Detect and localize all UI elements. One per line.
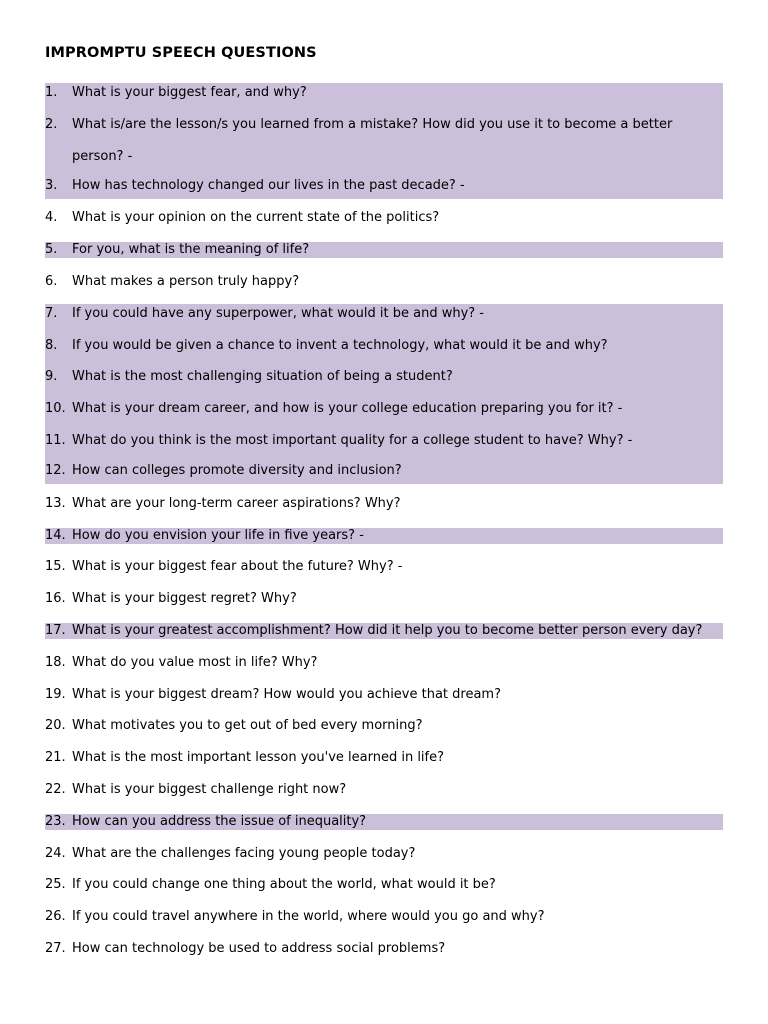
item-number: 1. [45,85,58,100]
item-number: 9. [45,369,58,385]
item-number: 16. [45,591,66,607]
list-item [45,901,723,933]
item-number: 14. [45,527,66,543]
item-number: 27. [45,940,66,956]
item-number: 23. [45,813,66,829]
list-item [45,298,723,330]
item-number: 21. [45,750,66,766]
list-item [45,488,723,520]
item-number: 19. [45,686,66,702]
item-text: How can technology be used to address social problems? [72,940,446,956]
list-item [45,425,723,457]
list-item [45,234,723,266]
list-item [45,838,723,870]
item-number: 10. [45,401,66,417]
item-number: 24. [45,845,66,861]
item-number: 7. [45,305,58,321]
item-number: 5. [45,242,58,258]
list-item [45,457,723,484]
item-number: 26. [45,909,66,925]
item-text: What motivates you to get out of bed every morning? [72,718,423,734]
item-text: If you could change one thing about the world, what would it be? [72,877,496,893]
list-item [45,647,723,679]
item-number: 25. [45,877,66,893]
item-text: What is/are the lesson/s you learned from a mistake? How did you use it to become a better person? - [72,116,673,164]
item-text: What are your long-term career aspirations? Why? [72,495,401,511]
item-text: What is your biggest regret? Why? [72,591,297,607]
item-text: What are the challenges facing young people today? [72,845,416,861]
item-text: What is your biggest dream? How would you achieve that dream? [72,686,501,702]
item-number: 4. [45,210,58,226]
item-number: 18. [45,654,66,670]
list-item [45,361,723,393]
list-item [45,393,723,425]
item-text: What makes a person truly happy? [72,273,300,289]
item-number: 17. [45,622,66,638]
list-item [45,172,723,199]
item-text: How can colleges promote diversity and inclusion? [72,462,402,478]
item-number: 8. [45,337,58,353]
item-number: 2. [45,116,58,132]
item-text: How do you envision your life in five years? - [72,527,364,543]
list-item [45,679,723,711]
list-item [45,774,723,806]
document-title: IMPROMPTU SPEECH QUESTIONS [45,45,317,61]
item-number: 22. [45,781,66,797]
list-item [45,742,723,774]
item-text: What is your biggest challenge right now? [72,781,347,797]
item-text: What is your biggest fear about the future? Why? - [72,559,403,575]
item-text: What is your biggest fear, and why? [72,85,307,100]
list-item [45,330,723,362]
item-number: 3. [45,178,58,194]
item-text: What is your greatest accomplishment? How did it help you to become better person every day? [72,622,703,638]
list-item [45,933,723,965]
list-item [45,520,723,552]
item-text: What is your opinion on the current state of the politics? [72,210,440,226]
item-text: What is the most important lesson you've learned in life? [72,750,445,766]
item-text: If you could have any superpower, what would it be and why? - [72,305,485,321]
list-item [45,710,723,742]
item-text: What is your dream career, and how is your college education preparing you for it? - [72,401,623,417]
item-number: 15. [45,559,66,575]
item-text: What do you think is the most important quality for a college student to have? Why? - [72,432,633,448]
item-number: 12. [45,462,66,478]
item-number: 11. [45,432,66,448]
item-text: How has technology changed our lives in the past decade? - [72,178,465,194]
item-text: How can you address the issue of inequality? [72,813,367,829]
list-item [45,615,723,647]
item-number: 13. [45,495,66,511]
item-number: 6. [45,273,58,289]
list-item [45,77,723,109]
list-item [45,806,723,838]
list-item [45,551,723,583]
item-text: If you could travel anywhere in the world, where would you go and why? [72,909,545,925]
questions-list [45,77,723,965]
item-text: If you would be given a chance to invent a technology, what would it be and why? [72,337,608,353]
list-item [45,869,723,901]
item-number: 20. [45,718,66,734]
list-item [45,583,723,615]
list-item [45,266,723,298]
item-text: What do you value most in life? Why? [72,654,318,670]
list-item [45,109,723,173]
item-text: What is the most challenging situation of being a student? [72,369,453,385]
list-item [45,202,723,234]
item-text: For you, what is the meaning of life? [72,242,310,258]
